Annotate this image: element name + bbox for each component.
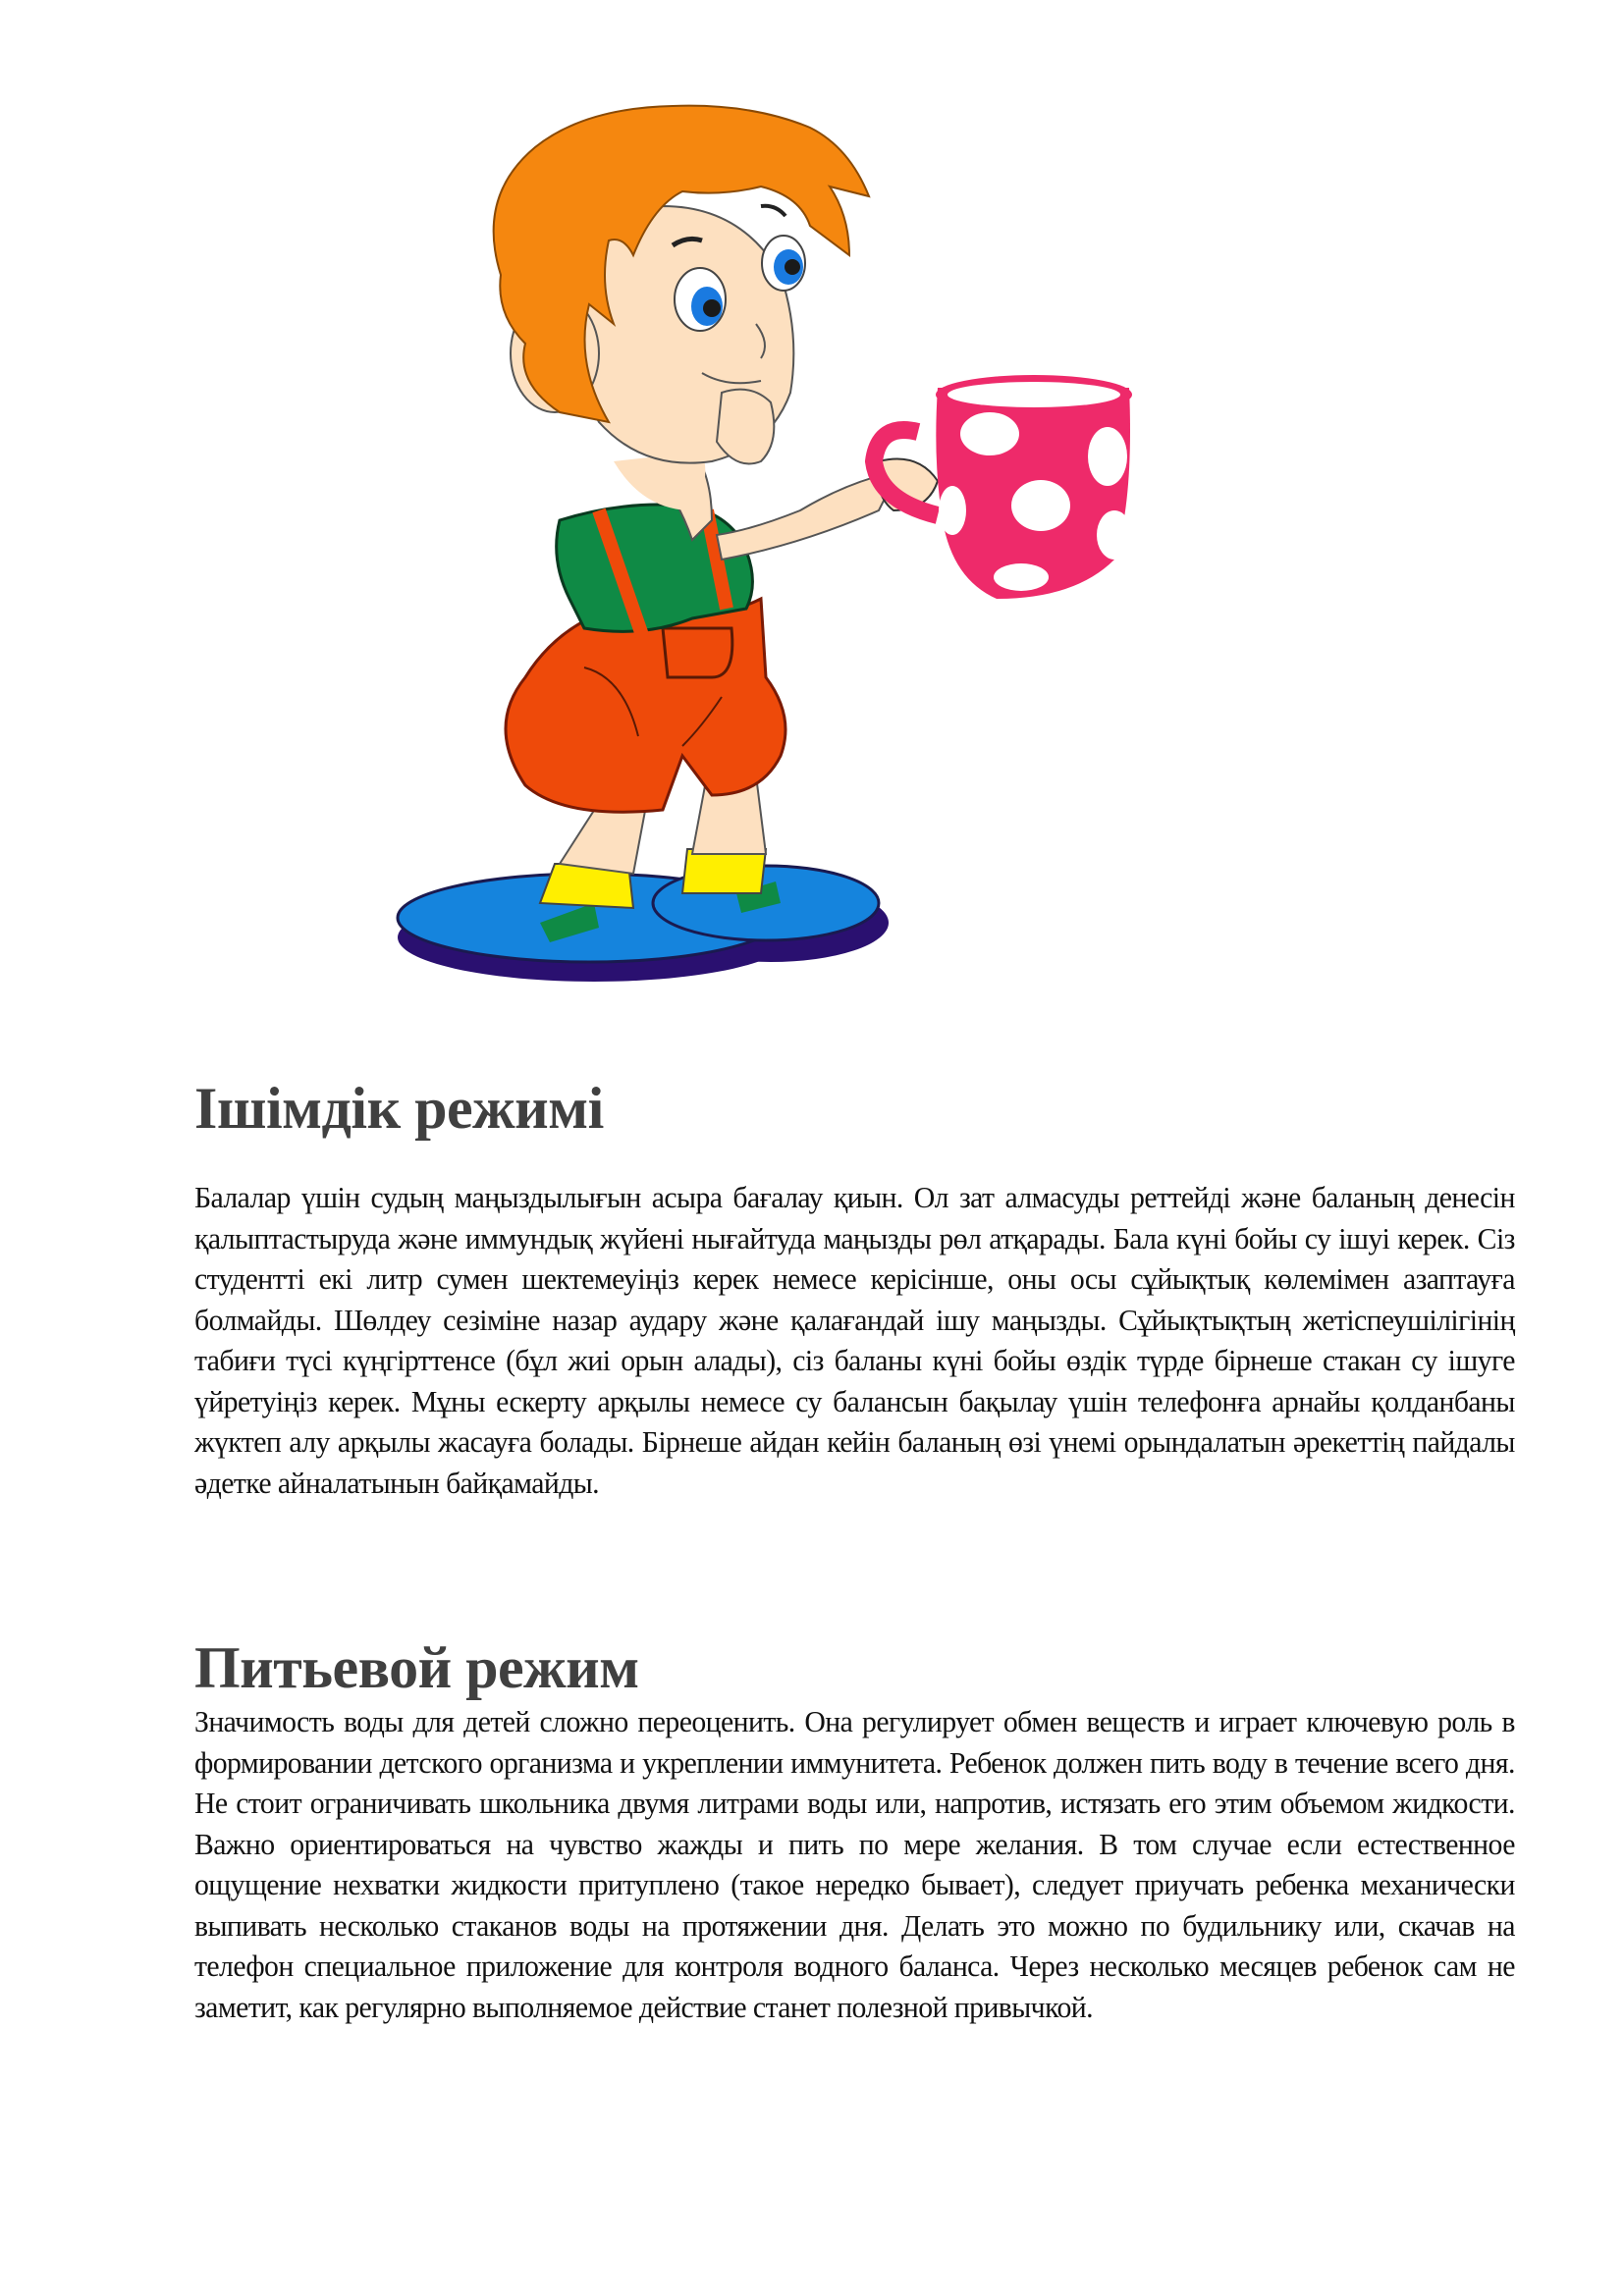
section-kazakh	[194, 1073, 1517, 1503]
section-title-kazakh: Ішімдік режимі	[194, 1076, 604, 1141]
section-russian	[194, 1632, 1517, 2027]
section-title-russian: Питьевой режим	[194, 1635, 639, 1700]
shoes	[398, 866, 889, 982]
cartoon-boy-image	[388, 49, 1272, 991]
section-body-kazakh: Балалар үшін судың маңыздылығын асыра бағалау қиын. Ол зат алмасуды реттейді және баланың денесін қалыптастыруда және иммундық жүйені нығайтуда маңызды рөл атқарады. Бала күні бойы су ішуі керек. Сіз студентті екі литр сумен шектемеуіңіз керек немесе керісінше, оны осы сұйықтық көлемімен азаптауға болмайды. Шөлдеу сезіміне назар аудару және қалағандай ішу маңызды. Сұйықтықтың жетіспеушілігінің табиғи түсі күңгірттенсе (бұл жиі орын алады), сіз баланы күні бойы өздік түрде бірнеше стакан су ішуге үйретуіңіз керек. Мұны ескерту арқылы немесе су балансын бақылау үшін телефонға арнайы қолданбаны жүктеп алу арқылы жасауға болады. Бірнеше айдан кейін баланың өзі үнемі орындалатын әрекеттің пайдалы әдетке айналатынын байқамайды.	[194, 1180, 1515, 1500]
section-body-russian: Значимость воды для детей сложно переоценить. Она регулирует обмен веществ и играет ключевую роль в формировании детского организма и укреплении иммунитета. Ребенок должен пить воду в течение всего дня. Не стоит ограничивать школьника двумя литрами воды или, напротив, истязать его этим объемом жидкости. Важно ориентироваться на чувство жажды и пить по мере желания. В том случае если естественное ощущение нехватки жидкости притуплено (такое нередко бывает), следует приучать ребенка механически выпивать несколько стаканов воды на протяжении дня. Делать это можно по будильнику или, скачав на телефон специальное приложение для контроля водного баланса. Через несколько месяцев ребенок сам не заметит, как регулярно выполняемое действие станет полезной привычкой.	[194, 1704, 1515, 2024]
boy-with-mug-illustration	[388, 49, 1272, 991]
